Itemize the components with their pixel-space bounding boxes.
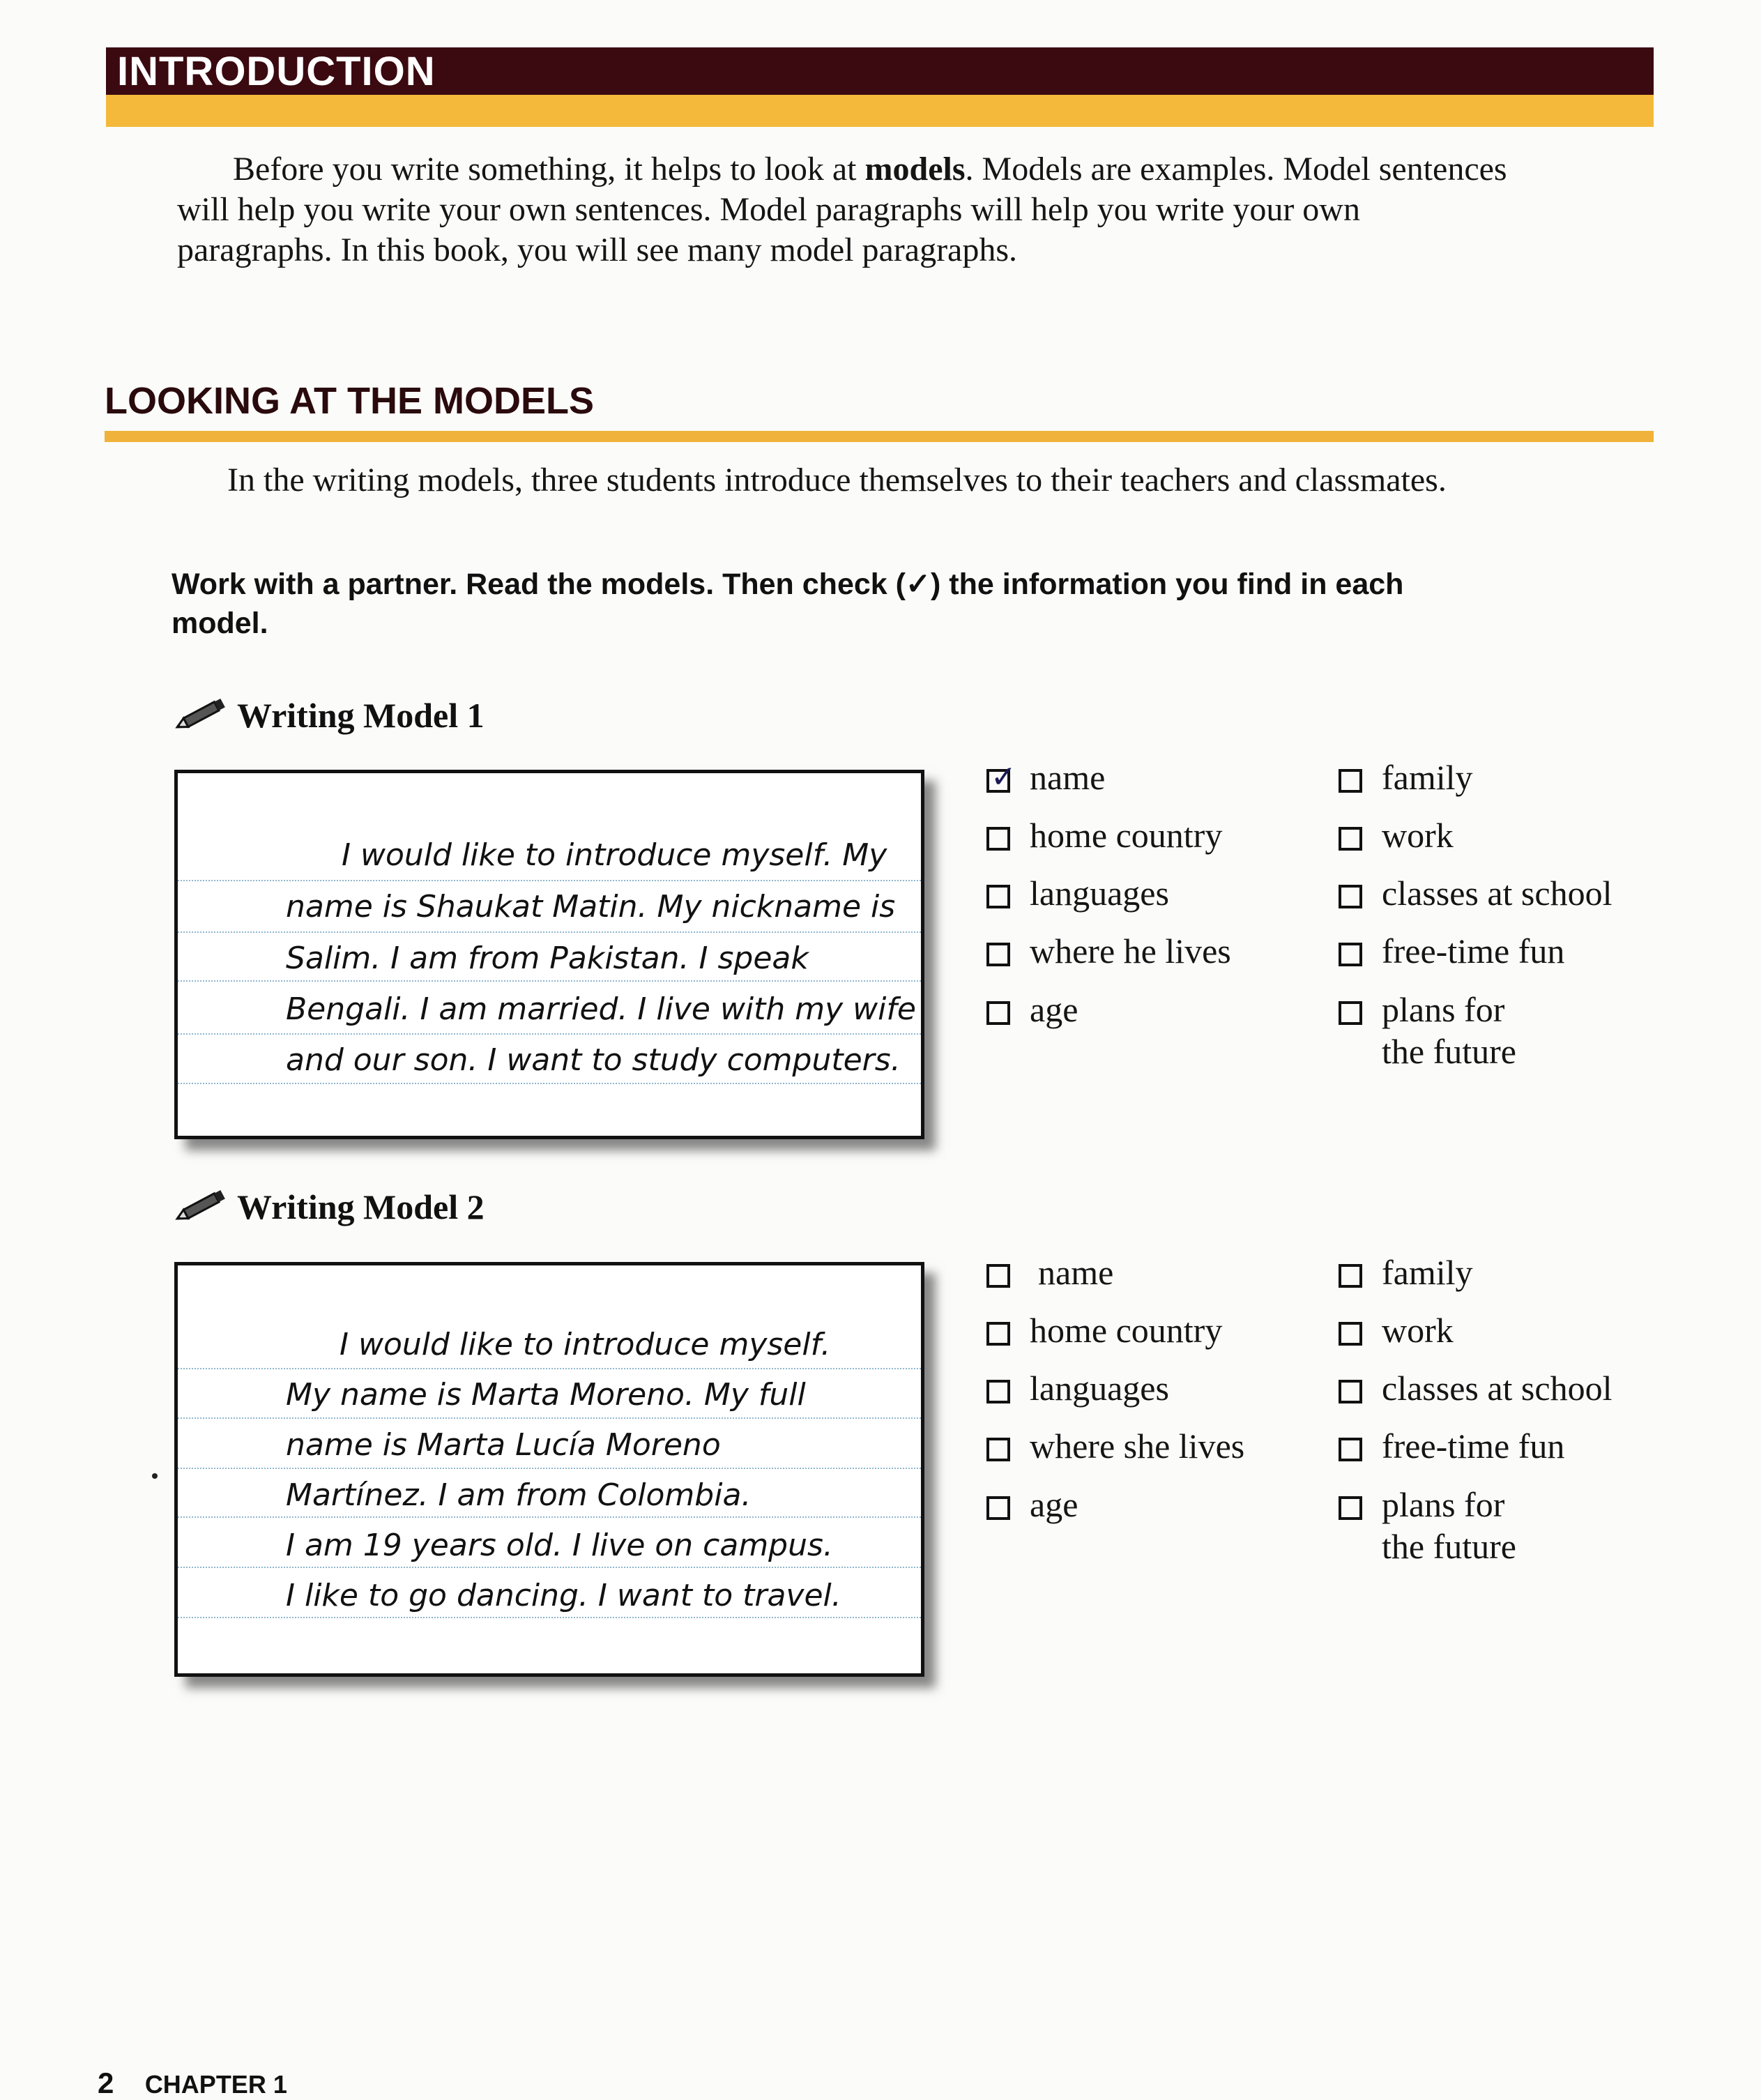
model-2-line-4: Martínez. I am from Colombia. [286,1477,752,1513]
checkbox[interactable] [1339,1380,1362,1403]
page-footer [98,2067,287,2100]
checklist-item-name[interactable] [986,756,1105,798]
stray-mark [152,1473,158,1479]
checklist-label-line-2: the future [1382,1527,1516,1566]
ruled-line [178,1417,921,1419]
checklist-label-line-1: plans for [1382,1485,1505,1524]
checkbox[interactable] [1339,1001,1362,1025]
ruled-line [178,880,921,881]
checklist-label-line-1: plans for [1382,990,1505,1029]
model-2-line-2: My name is Marta Moreno. My full [286,1377,806,1413]
model-2-line-6: I like to go dancing. I want to travel. [286,1578,841,1613]
checkbox[interactable] [1339,1322,1362,1346]
models-paragraph: In the writing models, three students introduce themselves to their teachers and classmates. [227,462,1447,499]
ruled-line [178,1516,921,1518]
chapter-label: CHAPTER 1 [144,2070,287,2099]
checkbox[interactable] [986,1001,1010,1025]
checklist-item-family[interactable] [1339,756,1473,798]
checklist-item-home-country[interactable] [986,1309,1222,1351]
checklist-item-age[interactable] [986,989,1078,1030]
checkbox[interactable] [1339,827,1362,851]
checklist-item-where-lives[interactable] [986,1425,1244,1467]
checklist-label [1382,989,1516,1072]
checkbox[interactable] [986,1264,1010,1288]
model-2-line-3: name is Marta Lucía Moreno [286,1427,721,1463]
checkbox[interactable] [986,1380,1010,1403]
checkbox[interactable] [1339,885,1362,908]
writing-model-2-card [174,1262,924,1677]
checklist-item-where-lives[interactable] [986,930,1231,972]
checklist-label: where he lives [1030,931,1231,971]
section-rule [105,431,1654,442]
writing-model-1-card [174,770,924,1139]
pencil-icon [174,1185,230,1224]
model-2-line-5: I am 19 years old. I live on campus. [286,1528,833,1563]
checklist-label: free-time fun [1382,1426,1565,1466]
checkbox[interactable] [986,1438,1010,1461]
checkbox[interactable] [1339,1496,1362,1520]
writing-model-2-label: Writing Model 2 [237,1187,485,1226]
checkbox[interactable] [986,827,1010,851]
checklist-label: name [1038,1253,1114,1292]
writing-model-1-heading [174,694,485,733]
checklist-item-languages[interactable] [986,1367,1169,1409]
checklist-item-home-country[interactable] [986,814,1222,856]
checklist-label: free-time fun [1382,931,1565,971]
checklist-label: where she lives [1030,1426,1245,1466]
introduction-title: INTRODUCTION [117,49,436,94]
checklist-label: languages [1030,874,1169,913]
ruled-line [178,1567,921,1568]
checklist-label: work [1382,1311,1454,1350]
checklist-label [1382,1484,1516,1567]
model-1-line-3: Salim. I am from Pakistan. I speak [286,941,809,976]
checkbox[interactable] [1339,1438,1362,1461]
checklist-item-plans[interactable] [1339,989,1516,1072]
ruled-line [178,980,921,982]
checkbox[interactable] [1339,769,1362,793]
introduction-paragraph [177,149,1516,271]
checklist-label: home country [1030,1311,1223,1350]
checkbox[interactable] [986,1322,1010,1346]
checkbox[interactable] [986,1496,1010,1520]
checklist-label: family [1382,1253,1473,1292]
checklist-label: home country [1030,816,1223,855]
ruled-line [178,1033,921,1035]
checklist-label: age [1030,1485,1078,1524]
model-1-line-2: name is Shaukat Matin. My nickname is [286,889,896,925]
checklist-label: family [1382,758,1473,797]
checklist-item-name[interactable] [986,1251,1113,1293]
checklist-item-free-time[interactable] [1339,930,1564,972]
model-1-line-4: Bengali. I am married. I live with my wife [286,991,916,1027]
model-2-line-1: I would like to introduce myself. [340,1327,831,1362]
checklist-label: work [1382,816,1454,855]
checklist-label-line-2: the future [1382,1032,1516,1071]
checkbox[interactable] [1339,1264,1362,1288]
checklist-item-classes[interactable] [1339,1367,1612,1409]
checklist-label: languages [1030,1369,1169,1408]
ruled-line [178,1368,921,1369]
checklist-item-family[interactable] [1339,1251,1473,1293]
ruled-line [178,1083,921,1084]
looking-at-models-title: LOOKING AT THE MODELS [105,380,594,422]
checkbox[interactable] [986,943,1010,966]
checklist-item-age[interactable] [986,1484,1078,1525]
ruled-line [178,931,921,933]
intro-bold-models: models [864,151,966,188]
page-number: 2 [98,2067,114,2099]
checklist-item-work[interactable] [1339,1309,1454,1351]
ruled-line [178,1617,921,1618]
model-1-line-1: I would like to introduce myself. My [342,837,887,873]
intro-text-1: Before you write something, it helps to look at [233,151,865,188]
checklist-item-work[interactable] [1339,814,1454,856]
checklist-item-plans[interactable] [1339,1484,1516,1567]
model-1-line-5: and our son. I want to study computers. [286,1042,901,1078]
checklist-item-classes[interactable] [1339,872,1612,914]
check-mark-icon: ✓ [991,759,1016,795]
writing-model-2-heading [174,1185,485,1224]
checklist-item-languages[interactable] [986,872,1169,914]
checkbox[interactable] [1339,943,1362,966]
checklist-label: age [1030,990,1078,1029]
checklist-label: classes at school [1382,1369,1613,1408]
pencil-icon [174,694,230,733]
checklist-label: name [1030,758,1106,797]
introduction-banner [106,47,1654,128]
instruction-text: Work with a partner. Read the models. Then check (✓) the information you find in each model. [171,568,1404,640]
ruled-line [178,1468,921,1469]
checkbox-checked[interactable] [986,759,1016,795]
banner-gold-bar [106,95,1654,127]
writing-model-1-label: Writing Model 1 [237,696,485,735]
intro-text-2: . Models are examples. Model sentences will help you write your own sentences. Model paragraphs will help you write your own paragraphs. In this book, you will see many model paragraphs. [177,151,1507,268]
checkbox[interactable] [986,885,1010,908]
checklist-item-free-time[interactable] [1339,1425,1564,1467]
checklist-label: classes at school [1382,874,1613,913]
